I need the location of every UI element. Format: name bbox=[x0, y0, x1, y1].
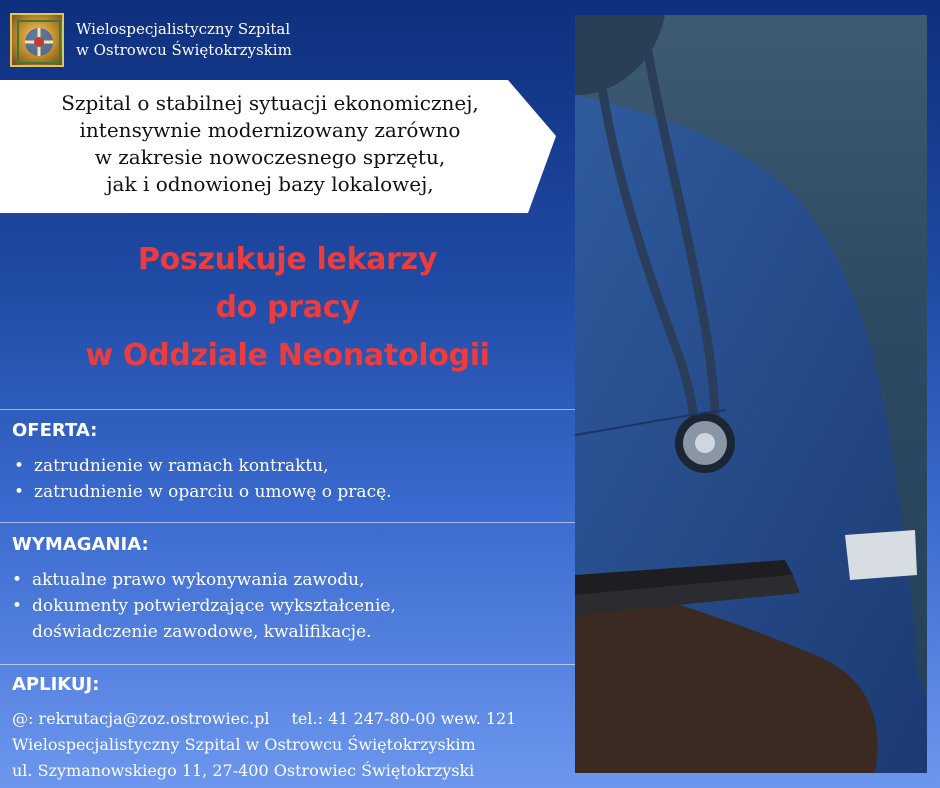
doctor-with-stethoscope-photo bbox=[575, 15, 927, 773]
offer-item: • zatrudnienie w oparciu o umowę o pracę. bbox=[14, 479, 392, 505]
hospital-name bbox=[76, 19, 292, 61]
requirements-list bbox=[12, 567, 396, 645]
requirement-item-line2: doświadczenie zawodowe, kwalifikacje. bbox=[32, 622, 372, 642]
hospital-name-line2: w Ostrowcu Świętokrzyskim bbox=[76, 41, 292, 59]
hospital-name-line1: Wielospecjalistyczny Szpital bbox=[76, 20, 291, 38]
phone-number[interactable]: tel.: 41 247-80-00 wew. 121 bbox=[291, 709, 517, 728]
divider bbox=[0, 409, 575, 410]
header bbox=[10, 12, 292, 68]
requirement-item-line1: dokumenty potwierdzające wykształcenie, bbox=[32, 596, 396, 616]
contact-info bbox=[12, 706, 516, 784]
headline-line: Poszukuje lekarzy bbox=[137, 242, 438, 277]
intro-line: w zakresie nowoczesnego sprzętu, bbox=[94, 145, 446, 169]
requirement-item bbox=[12, 593, 396, 645]
divider bbox=[0, 664, 575, 665]
requirements-title: WYMAGANIA: bbox=[12, 534, 149, 555]
hospital-crest-icon bbox=[10, 13, 64, 67]
address-line1: Wielospecjalistyczny Szpital w Ostrowcu Świętokrzyskim bbox=[12, 735, 476, 754]
headline-line: do pracy bbox=[215, 290, 360, 325]
offer-item: • zatrudnienie w ramach kontraktu, bbox=[14, 453, 392, 479]
job-headline bbox=[0, 236, 575, 380]
headline-line: w Oddziale Neonatologii bbox=[85, 338, 490, 373]
offer-title: OFERTA: bbox=[12, 420, 98, 441]
address-line2: ul. Szymanowskiego 11, 27-400 Ostrowiec Świętokrzyski bbox=[12, 761, 475, 780]
divider bbox=[0, 522, 575, 523]
requirement-item: • aktualne prawo wykonywania zawodu, bbox=[12, 567, 396, 593]
intro-line: Szpital o stabilnej sytuacji ekonomicznej, bbox=[61, 91, 479, 115]
email-link[interactable]: @: rekrutacja@zoz.ostrowiec.pl bbox=[12, 709, 270, 728]
apply-title: APLIKUJ: bbox=[12, 674, 100, 695]
offer-list bbox=[14, 453, 392, 505]
intro-text bbox=[0, 90, 540, 198]
intro-line: intensywnie modernizowany zarówno bbox=[79, 118, 461, 142]
intro-line: jak i odnowionej bazy lokalowej, bbox=[106, 172, 434, 196]
